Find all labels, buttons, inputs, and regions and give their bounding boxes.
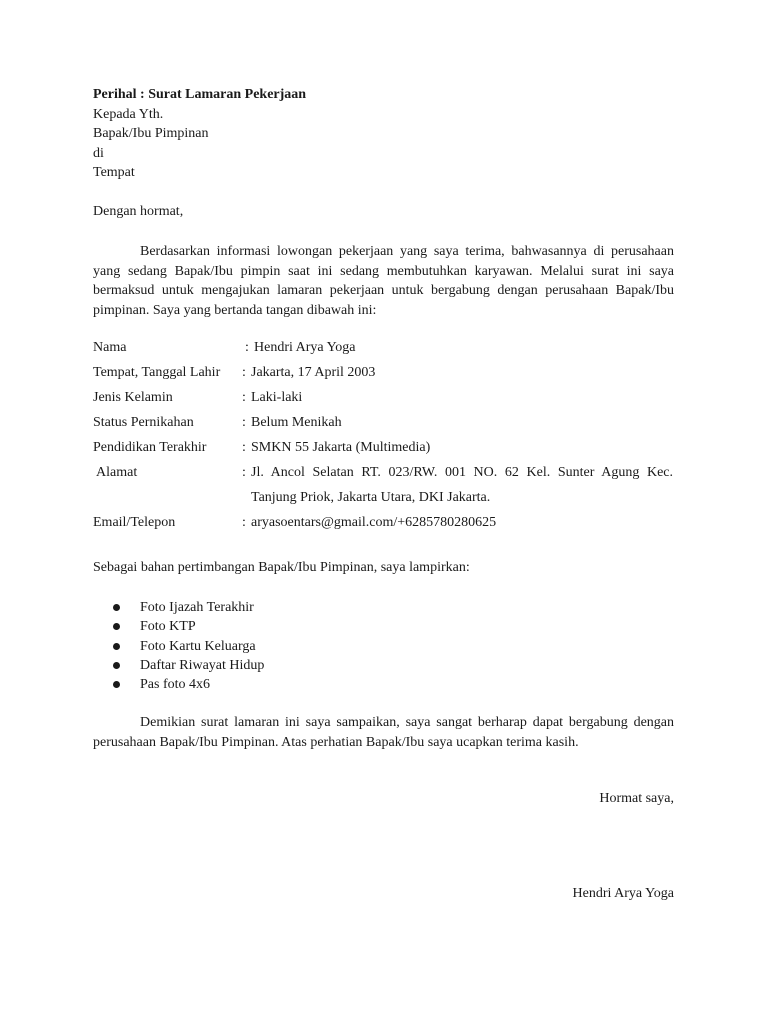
attachments-list <box>113 598 264 694</box>
field-value-gender: Laki-laki <box>251 390 303 405</box>
list-item-label: Foto KTP <box>140 619 196 635</box>
sign-off: Hormat saya, <box>599 791 674 806</box>
bullet-icon <box>113 604 120 611</box>
list-item-label: Foto Ijazah Terakhir <box>140 600 254 615</box>
bullet-icon <box>113 662 120 669</box>
field-value-address: Jl. Ancol Selatan RT. 023/RW. 001 NO. 62 Kel. Sunter Agung Kec. Tanjung Priok, Jakarta Utara, DKI Jakarta. <box>251 465 673 505</box>
letter-subject: Perihal : Surat Lamaran Pekerjaan <box>93 87 307 102</box>
field-colon: : <box>242 390 246 405</box>
bullet-icon <box>113 681 120 688</box>
bullet-icon <box>113 623 120 630</box>
field-label-address: Alamat <box>96 465 138 480</box>
field-label-name: Nama <box>93 340 127 355</box>
attachments-intro: Sebagai bahan pertimbangan Bapak/Ibu Pimpinan, saya lampirkan: <box>93 560 470 575</box>
field-value-education: SMKN 55 Jakarta (Multimedia) <box>251 440 431 455</box>
field-colon: : <box>242 365 246 380</box>
field-colon: : <box>242 465 246 480</box>
signer-name: Hendri Arya Yoga <box>572 886 674 901</box>
list-item <box>113 598 264 617</box>
list-item-label: Daftar Riwayat Hidup <box>140 657 265 673</box>
field-label-education: Pendidikan Terakhir <box>93 440 207 455</box>
field-colon: : <box>242 415 246 430</box>
recipient-line-4: Tempat <box>93 165 135 180</box>
recipient-line-2: Bapak/Ibu Pimpinan <box>93 126 209 141</box>
field-label-gender: Jenis Kelamin <box>93 390 173 405</box>
intro-paragraph: Berdasarkan informasi lowongan pekerjaan yang saya terima, bahwasannya di perusahaan yang sedang Bapak/Ibu pimpin saat ini sedang membutuhkan karyawan. Melalui surat ini saya bermaksud untuk mengajukan lamaran pekerjaan untuk bergabung dengan perusahaan Bapak/Ibu pimpinan. Saya yang bertanda tangan dibawah ini: <box>93 244 674 318</box>
field-colon: : <box>242 440 246 455</box>
bullet-icon <box>113 643 120 650</box>
list-item <box>113 656 264 675</box>
field-value-marital: Belum Menikah <box>251 415 342 430</box>
list-item-label: Foto Kartu Keluarga <box>140 638 256 654</box>
list-item-label: Pas foto 4x6 <box>140 677 210 693</box>
recipient-line-3: di <box>93 146 104 161</box>
recipient-line-1: Kepada Yth. <box>93 107 164 122</box>
field-colon: : <box>242 515 246 530</box>
list-item <box>113 675 264 694</box>
list-item <box>113 637 264 656</box>
field-label-marital: Status Pernikahan <box>93 415 194 430</box>
list-item <box>113 617 264 636</box>
closing-paragraph: Demikian surat lamaran ini saya sampaikan, saya sangat berharap dapat bergabung dengan perusahaan Bapak/Ibu Pimpinan. Atas perhatian Bapak/Ibu saya ucapkan terima kasih. <box>93 715 674 750</box>
field-value-contact: aryasoentars@gmail.com/+6285780280625 <box>251 515 497 530</box>
field-label-birth: Tempat, Tanggal Lahir <box>93 365 221 380</box>
field-colon: : <box>245 340 249 355</box>
field-label-contact: Email/Telepon <box>93 515 176 530</box>
greeting: Dengan hormat, <box>93 204 184 219</box>
field-value-name: Hendri Arya Yoga <box>254 340 356 355</box>
field-value-birth: Jakarta, 17 April 2003 <box>251 365 376 380</box>
